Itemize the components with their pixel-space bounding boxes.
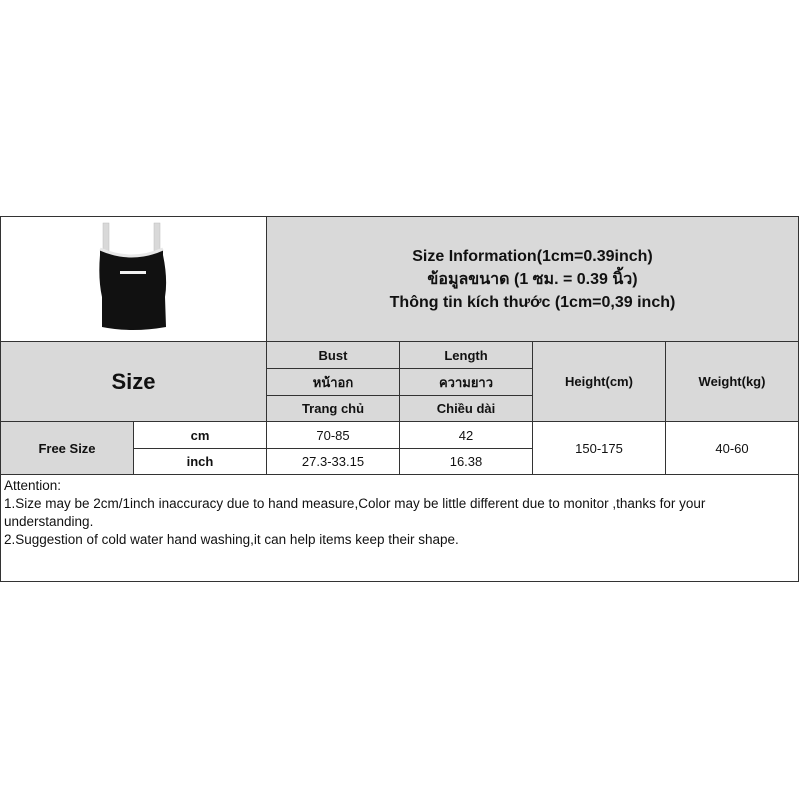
bust-inch-cell (266, 448, 400, 475)
height-label: Height(cm) (565, 374, 633, 389)
weight-value: 40-60 (715, 440, 749, 456)
unit-cm-cell (133, 421, 267, 449)
length-header-th (399, 368, 533, 396)
length-inch-value: 16.38 (449, 454, 483, 469)
unit-inch-cell (133, 448, 267, 475)
size-header (0, 341, 267, 422)
attention-title: Attention: (4, 478, 62, 493)
header-title-vi: Thông tin kích thước (1cm=0,39 inch) (389, 293, 676, 311)
weight-value-cell (665, 421, 799, 475)
length-header-vi (399, 395, 533, 422)
weight-label: Weight(kg) (698, 374, 766, 389)
length-inch-cell (399, 448, 533, 475)
height-value: 150-175 (575, 440, 623, 456)
height-header (532, 341, 666, 422)
unit-inch-label: inch (186, 454, 214, 469)
bust-header-th (266, 368, 400, 396)
bust-cm-cell (266, 421, 400, 449)
unit-cm-label: cm (190, 427, 210, 443)
bust-cm-value: 70-85 (316, 427, 350, 443)
attention-notes (0, 474, 799, 582)
header-title-th: ข้อมูลขนาด (1 ซม. = 0.39 นิ้ว) (427, 270, 638, 288)
product-image-cell (0, 216, 267, 342)
weight-header (665, 341, 799, 422)
bust-label-en: Bust (318, 347, 348, 363)
bust-label-vi: Trang chủ (301, 401, 365, 416)
size-header-label: Size (111, 368, 156, 394)
bust-header-vi (266, 395, 400, 422)
size-information-header (266, 216, 799, 342)
length-cm-cell (399, 421, 533, 449)
length-header-en (399, 341, 533, 369)
black-tank-top-image (70, 219, 198, 339)
bust-inch-value: 27.3-33.15 (301, 454, 365, 469)
length-cm-value: 42 (458, 427, 474, 443)
header-title-en: Size Information(1cm=0.39inch) (412, 247, 653, 265)
length-label-en: Length (444, 347, 488, 363)
attention-note-1: 1.Size may be 2cm/1inch inaccuracy due to hand measure,Color may be little different due to monitor ,thanks for your understanding. (4, 496, 706, 529)
free-size-label: Free Size (38, 440, 96, 456)
length-label-vi: Chiều dài (436, 401, 496, 416)
bust-header-en (266, 341, 400, 369)
bust-label-th: หน้าอก (312, 374, 354, 390)
free-size-cell (0, 421, 134, 475)
height-value-cell (532, 421, 666, 475)
length-label-th: ความยาว (438, 374, 494, 390)
attention-note-2: 2.Suggestion of cold water hand washing,it can help items keep their shape. (4, 532, 459, 547)
